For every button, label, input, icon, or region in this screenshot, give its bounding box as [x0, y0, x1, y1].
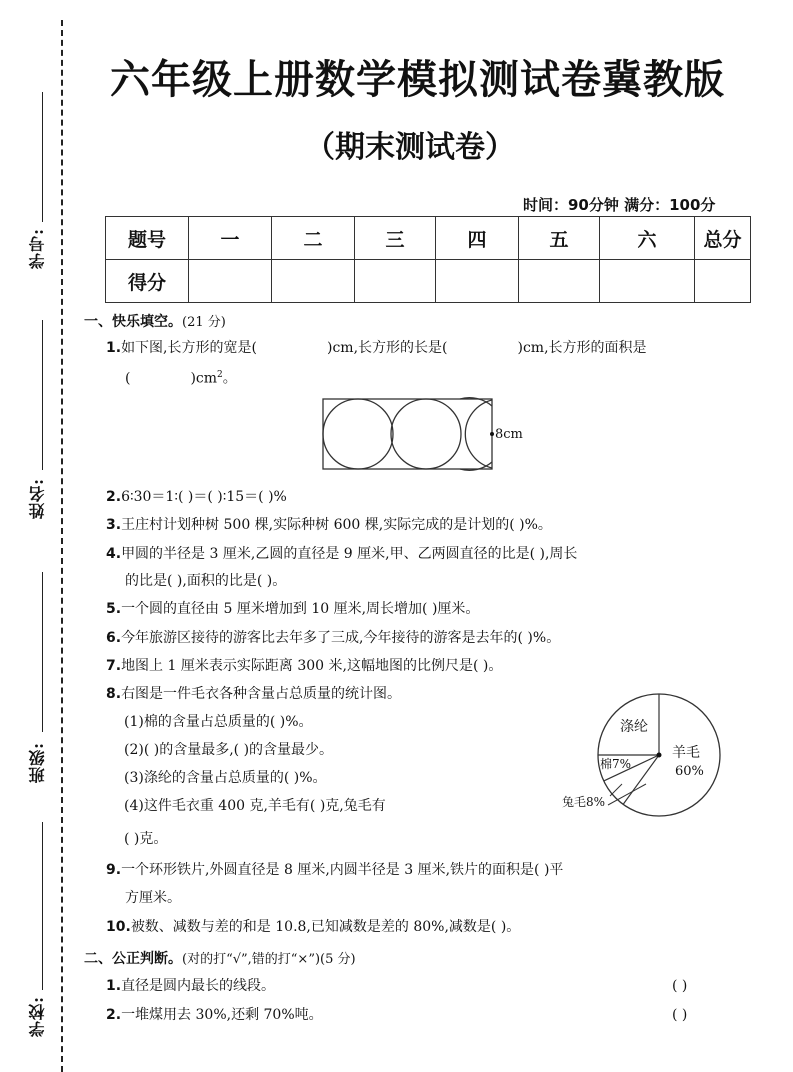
section1-title: 一、快乐填空。 — [84, 314, 182, 330]
question-9 — [106, 861, 563, 879]
score-table — [105, 216, 751, 303]
q1-text-d: ( — [125, 370, 131, 387]
judge-answer-2[interactable]: ( ) — [672, 1007, 688, 1023]
name-label: 姓名: — [28, 478, 47, 519]
score-table-header-row — [106, 217, 751, 260]
q7-text: 地图上 1 厘米表示实际距离 300 米,这幅地图的比例尺是( )。 — [121, 658, 503, 674]
q1-text-a: 如下图,长方形的宽是( — [121, 340, 257, 356]
question-number: 3. — [106, 517, 122, 533]
question-number: 10. — [106, 919, 131, 935]
q10-text: 被数、减数与差的和是 10.8,已知减数是差的 80%,减数是( )。 — [130, 919, 521, 935]
section1-points: (21 分) — [182, 315, 226, 330]
q3-text: 王庄村计划种树 500 棵,实际种树 600 棵,实际完成的是计划的( )%。 — [121, 517, 552, 533]
score-cell: 总分 — [695, 217, 751, 260]
question-number: 1. — [106, 978, 122, 994]
judge-q2-text: 一堆煤用去 30%,还剩 70%吨。 — [121, 1007, 323, 1023]
q5-text: 一个圆的直径由 5 厘米增加到 10 厘米,周长增加( )厘米。 — [121, 601, 480, 617]
question-4-cont — [125, 572, 286, 590]
score-input-cell[interactable] — [695, 260, 751, 303]
q4-text-a: 甲圆的半径是 3 厘米,乙圆的直径是 9 厘米,甲、乙两圆直径的比是( ),周长 — [121, 546, 578, 562]
q1-text-b: )cm,长方形的长是( — [326, 340, 448, 356]
time-info: 时间：90分钟 满分：100分 — [523, 196, 716, 214]
school-label: 学校: — [28, 996, 47, 1037]
score-input-cell[interactable] — [355, 260, 436, 303]
q1-text-f: 。 — [222, 370, 237, 387]
school-line — [42, 822, 43, 990]
class-label: 班级: — [28, 742, 47, 783]
section2-title: 二、公正判断。 — [84, 951, 182, 967]
question-3 — [106, 516, 552, 534]
section2-note: (对的打“√”,错的打“×”)(5 分) — [182, 952, 356, 967]
q9-text-a: 一个环形铁片,外圆直径是 8 厘米,内圆半径是 3 厘米,铁片的面积是( )平 — [121, 862, 564, 878]
question-number: 4. — [106, 546, 122, 562]
score-table-score-row — [106, 260, 751, 303]
question-8-sub2: (2)( )的含量最多,( )的含量最少。 — [124, 742, 334, 758]
question-5 — [106, 600, 479, 618]
page-title: 六年级上册数学模拟测试卷冀教版 — [110, 57, 725, 103]
question-number: 9. — [106, 862, 122, 878]
score-cell: 三 — [355, 217, 436, 260]
pie-label-cotton: 棉7% — [600, 757, 632, 771]
question-2 — [106, 488, 287, 506]
score-cell: 六 — [600, 217, 695, 260]
question-number: 2. — [106, 489, 122, 505]
class-line — [42, 572, 43, 732]
student-no-label: 学号: — [28, 228, 47, 269]
pie-label-polyester: 涤纶 — [620, 719, 648, 735]
question-8 — [106, 685, 401, 703]
judge-q1-text: 直径是圆内最长的线段。 — [121, 978, 276, 994]
q1-text-e: )cm — [190, 370, 218, 387]
question-8-sub1: (1)棉的含量占总质量的( )%。 — [124, 714, 313, 730]
question-number: 2. — [106, 1007, 122, 1023]
score-cell: 二 — [272, 217, 355, 260]
judge-question-1 — [106, 977, 275, 995]
question-number: 1. — [106, 340, 122, 356]
pie-label-rabbit: 兔毛8% — [562, 795, 606, 809]
score-cell: 五 — [519, 217, 600, 260]
q6-text: 今年旅游区接待的游客比去年多了三成,今年接待的游客是去年的( )%。 — [121, 630, 561, 646]
question-number: 6. — [106, 630, 122, 646]
question-7 — [106, 657, 502, 675]
q2-text: 6∶30＝1∶( )＝( )∶15＝( )% — [121, 489, 287, 505]
pie-label-wool: 羊毛 — [672, 745, 700, 761]
q8-text: 右图是一件毛衣各种含量占总质量的统计图。 — [121, 686, 402, 702]
question-number: 5. — [106, 601, 122, 617]
score-input-cell[interactable] — [189, 260, 272, 303]
q1-sup: 2 — [217, 370, 223, 380]
binding-dashed-line — [61, 20, 63, 1072]
judge-answer-1[interactable]: ( ) — [672, 978, 688, 994]
q4-text-b: 的比是( ),面积的比是( )。 — [125, 573, 287, 589]
score-cell: 四 — [436, 217, 519, 260]
section1-heading — [84, 311, 226, 331]
question-1 — [106, 339, 647, 357]
page-subtitle: （期末测试卷） — [305, 130, 515, 165]
score-cell: 题号 — [106, 217, 189, 260]
student-no-line — [42, 92, 43, 222]
question-4 — [106, 545, 577, 563]
score-input-cell[interactable] — [272, 260, 355, 303]
question-8-sub5: ( )克。 — [124, 831, 168, 847]
question-8-sub3: (3)涤纶的含量占总质量的( )%。 — [124, 770, 327, 786]
section2-heading — [84, 948, 356, 968]
score-cell: 得分 — [106, 260, 189, 303]
question-10 — [106, 918, 520, 936]
question-number: 8. — [106, 686, 122, 702]
score-input-cell[interactable] — [600, 260, 695, 303]
question-number: 7. — [106, 658, 122, 674]
question-9-cont: 方厘米。 — [125, 890, 181, 906]
q1-text-c: )cm,长方形的面积是 — [517, 340, 647, 356]
score-input-cell[interactable] — [436, 260, 519, 303]
score-cell: 一 — [189, 217, 272, 260]
figure-label-8cm: 8cm — [495, 427, 523, 442]
score-input-cell[interactable] — [519, 260, 600, 303]
judge-question-2 — [106, 1006, 323, 1024]
pie-label-wool-pct: 60% — [675, 764, 704, 779]
name-line — [42, 320, 43, 470]
question-8-sub4: (4)这件毛衣重 400 克,羊毛有( )克,兔毛有 — [124, 798, 386, 814]
question-1-cont — [125, 366, 237, 388]
question-6 — [106, 629, 560, 647]
